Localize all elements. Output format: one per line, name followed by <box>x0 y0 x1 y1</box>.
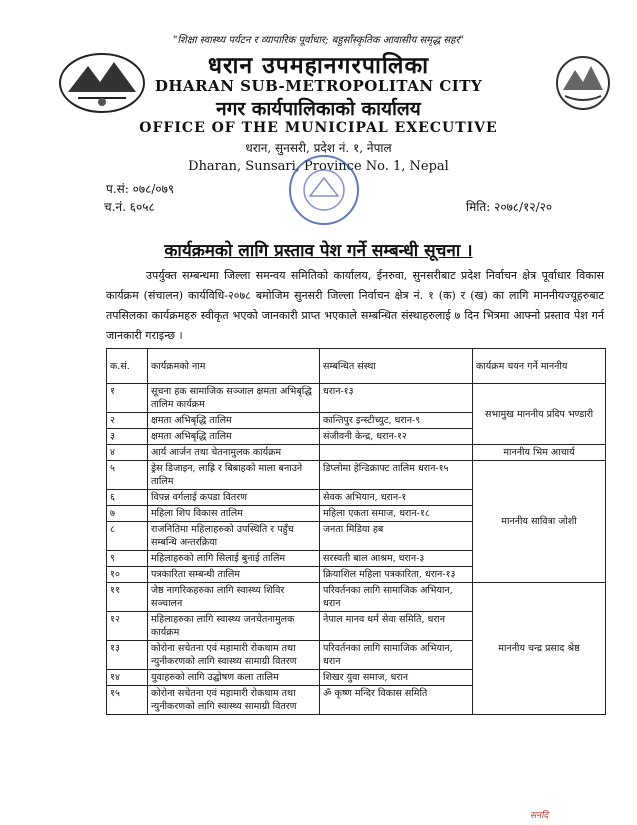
office-title-en: OFFICE OF THE MUNICIPAL EXECUTIVE <box>139 120 498 136</box>
notice-heading <box>0 238 637 261</box>
cell-organization: ॐ कृष्ण मन्दिर विकास समिति <box>320 686 473 715</box>
header-serial: क.सं. <box>107 349 148 384</box>
cell-organization: सरस्वती बाल आश्रम, धरान-३ <box>320 551 473 567</box>
programs-table <box>106 348 606 715</box>
cell-organization: जनता मिडिया हब <box>320 522 473 551</box>
cell-organization <box>320 445 473 461</box>
cell-selector: माननीय भिम आचार्य <box>473 445 606 461</box>
table-header-row <box>107 349 606 384</box>
cell-organization: कान्तिपुर इन्स्टीच्युट, धरान-९ <box>320 413 473 429</box>
cell-selector: माननीय चन्द्र प्रसाद श्रेष्ठ <box>473 583 606 715</box>
cell-selector: माननीय सावित्रा जोशी <box>473 461 606 583</box>
cell-serial: ३ <box>107 429 148 445</box>
cell-program: राजनितिमा महिलाहरुको उपस्थिति र पहुँच सम्बन्धि अन्तरक्रिया <box>148 522 320 551</box>
cell-program: महिलाहरुको लागि सिलाई बुनाई तालिम <box>148 551 320 567</box>
cell-program: आर्य आर्जन तथा चेतनामुलक कार्यक्रम <box>148 445 320 461</box>
cell-serial: १५ <box>107 686 148 715</box>
handwritten-note: सनदि <box>530 811 549 821</box>
header-selector: कार्यक्रम चयन गर्ने माननीय <box>473 349 606 384</box>
official-stamp <box>286 152 362 228</box>
cell-organization: क्रियाशिल महिला पत्रकारिता, धरान-१३ <box>320 567 473 583</box>
cell-program: ड्रेस डिजाइन, लाह्रि र बिबाहको माला बनाउने तालिम <box>148 461 320 490</box>
municipality-title-np: धरान उपमहानगरपालिका <box>207 52 430 79</box>
header-organization: सम्बन्धित संस्था <box>320 349 473 384</box>
reference-number: प.सं: ०७८/०७९ <box>106 182 175 196</box>
office-title-np: नगर कार्यपालिकाको कार्यालय <box>216 98 421 120</box>
cell-serial: ७ <box>107 506 148 522</box>
address-en: Dharan, Sunsari, Province No. 1, Nepal <box>188 159 449 174</box>
table-row <box>107 445 606 461</box>
cell-program: सूचना हक सामाजिक सञ्जाल क्षमता अभिबृद्धि तालिम कार्यक्रम <box>148 384 320 413</box>
cell-serial: १२ <box>107 612 148 641</box>
cell-program: विपन्न वर्गलाई कपडा वितरण <box>148 490 320 506</box>
cell-serial: १० <box>107 567 148 583</box>
dispatch-number: च.नं. ६०५८ <box>104 200 155 214</box>
cell-organization: नेपाल मानव धर्म सेवा समिति, धरान <box>320 612 473 641</box>
cell-organization: परिवर्तनका लागि सामाजिक अभियान, धरान <box>320 583 473 612</box>
cell-program: कोरोना सचेतना एवं महामारी रोकथाम तथा न्युनीकरणको लागि स्वास्थ्य सामाग्री वितरण <box>148 641 320 670</box>
cell-program: महिलाहरुका लागि स्वास्थ्य जनचेतनामुलक कार्यक्रम <box>148 612 320 641</box>
cell-program: महिला शिप विकास तालिम <box>148 506 320 522</box>
cell-program: कोरोना सचेतना एवं महामारी रोकथाम तथा न्युनीकरणको लागि स्वास्थ्य सामाग्री वितरण <box>148 686 320 715</box>
header-program: कार्यक्रमको नाम <box>148 349 320 384</box>
cell-organization: धरान-१३ <box>320 384 473 413</box>
address-np: धरान, सुनसरी, प्रदेश नं. १, नेपाल <box>245 141 392 155</box>
cell-serial: २ <box>107 413 148 429</box>
cell-program: जेष्ठ नागरिकहरुका लागि स्वास्थ्य शिविर सञ्चालन <box>148 583 320 612</box>
municipality-title-en: DHARAN SUB-METROPOLITAN CITY <box>154 77 483 95</box>
cell-selector: सभामुख माननीय प्रदिप भण्डारी <box>473 384 606 445</box>
cell-serial: ६ <box>107 490 148 506</box>
cell-organization: संजीवनी केन्द्र, धरान-१२ <box>320 429 473 445</box>
cell-organization: डिप्लोमा हेन्डिक्राफ्ट तालिम धरान-१५ <box>320 461 473 490</box>
cell-organization: सेवक अभियान, धरान-१ <box>320 490 473 506</box>
nepal-emblem <box>555 52 611 114</box>
cell-program: क्षमता अभिबृद्धि तालिम <box>148 429 320 445</box>
cell-organization: महिला एकता समाज, धरान-१८ <box>320 506 473 522</box>
document-date: मिति: २०७८/१२/२० <box>466 200 553 214</box>
motto-text: "शिक्षा स्वास्थ्य पर्यटन र व्यापारिक पूर्वाधार; बहुसाँस्कृतिक आवासीय समृद्ध सहर" <box>172 35 465 46</box>
notice-title: कार्यक्रमको लागि प्रस्ताव पेश गर्ने सम्बन्धी सूचना । <box>164 241 473 261</box>
cell-serial: ४ <box>107 445 148 461</box>
cell-serial: १३ <box>107 641 148 670</box>
cell-serial: ८ <box>107 522 148 551</box>
notice-paragraph: उपर्युक्त सम्बन्धमा जिल्ला समन्वय समितिको कार्यालय, ईनरुवा, सुनसरीबाट प्रदेश निर्वाचन क्षेत्र पूर्वाधार विकास कार्यक्रम (संचालन) कार्यविधि-२०७८ बमोजिम सुनसरी जिल्ला निर्वाचन क्षेत्र नं. १ (क) र (ख) का लागि माननीयज्यूहरुबाट तपसिलका कार्यक्रमहरु स्वीकृत भएको जानकारी प्राप्त भएकाले सम्बन्धित संस्थाहरुलाई ७ दिन भित्रमा आफ्नो प्रस्ताव पेश गर्न जानकारी गराइन्छ । <box>106 269 604 342</box>
cell-serial: १४ <box>107 670 148 686</box>
cell-program: पत्रकारिता सम्बन्धी तालिम <box>148 567 320 583</box>
cell-organization: शिखर युवा समाज, धरान <box>320 670 473 686</box>
table-row <box>107 583 606 612</box>
cell-serial: ११ <box>107 583 148 612</box>
cell-serial: ९ <box>107 551 148 567</box>
cell-program: क्षमता अभिबृद्धि तालिम <box>148 413 320 429</box>
cell-serial: १ <box>107 384 148 413</box>
cell-program: युवाहरुको लागि उद्घोषण कला तालिम <box>148 670 320 686</box>
cell-organization: परिवर्तनका लागि सामाजिक अभियान, धरान <box>320 641 473 670</box>
table-row <box>107 384 606 413</box>
table-row <box>107 461 606 490</box>
cell-serial: ५ <box>107 461 148 490</box>
